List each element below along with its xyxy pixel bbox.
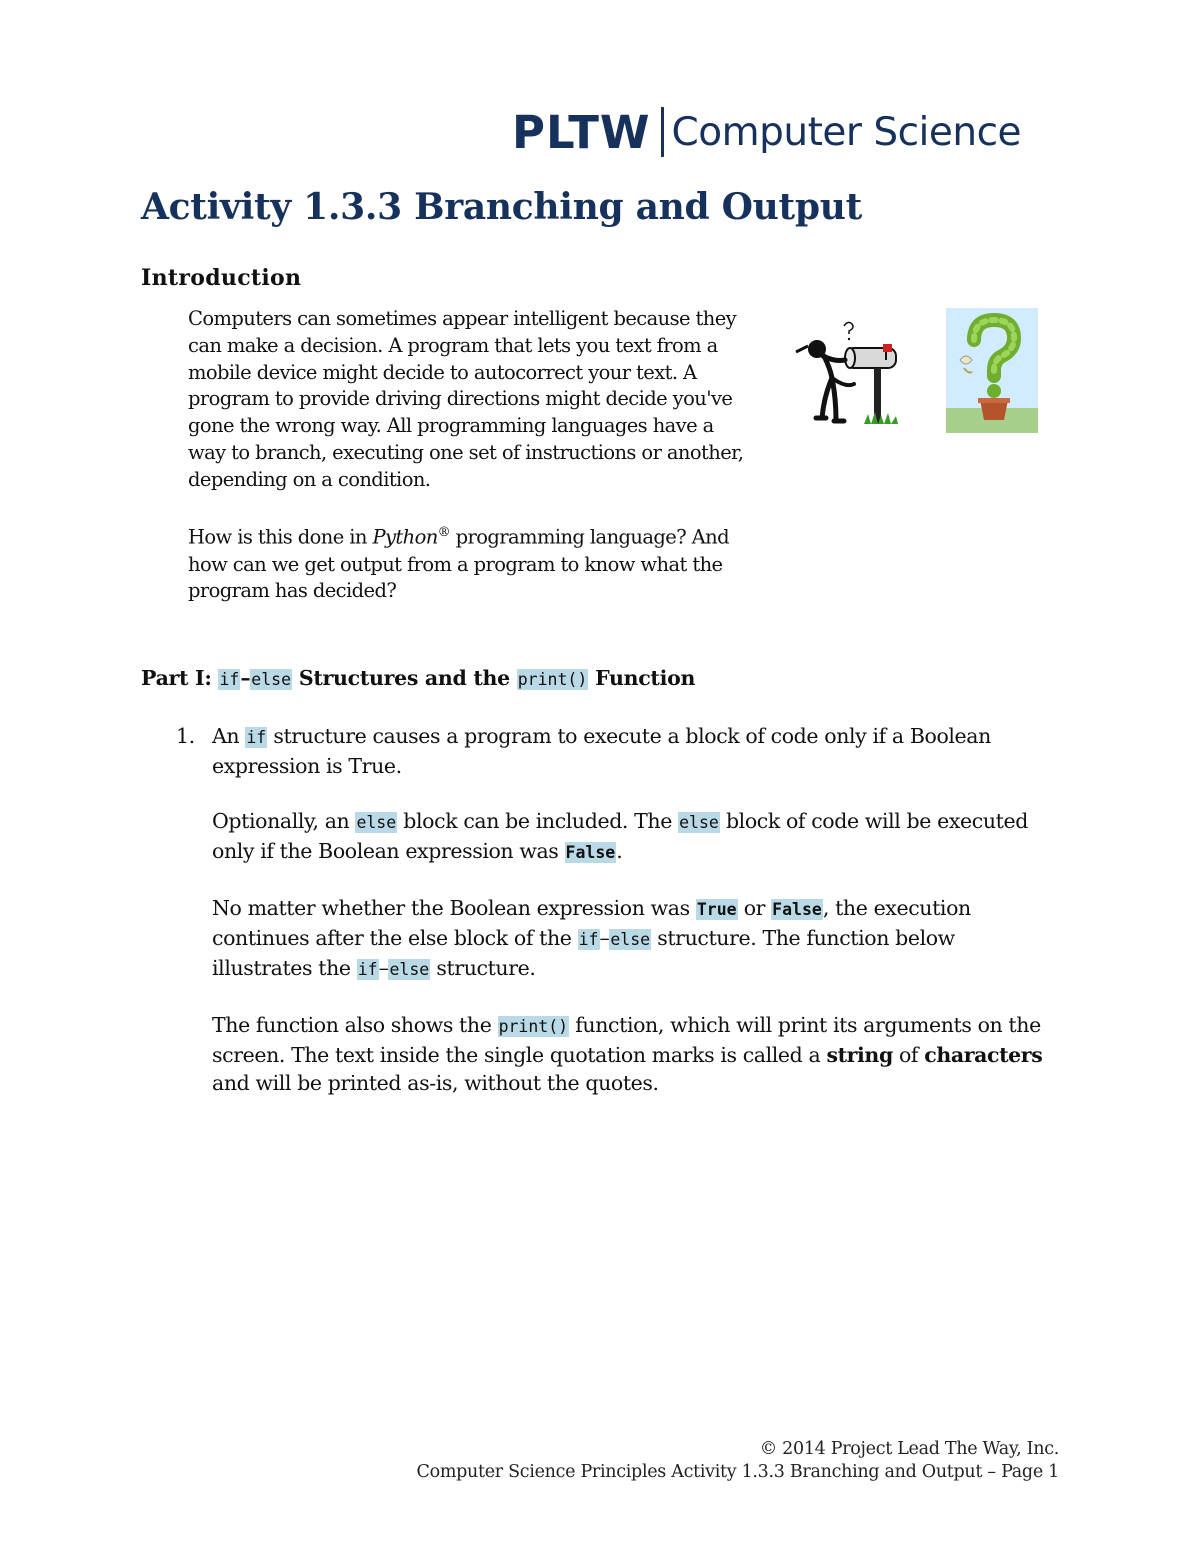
- text: structure.: [430, 956, 536, 980]
- registered-mark: ®: [437, 525, 451, 541]
- mailbox-clipart-icon: [790, 312, 914, 434]
- code-else: else: [679, 813, 719, 832]
- item-paragraph-2: [212, 807, 1056, 867]
- text: structure causes a program to execute a block of code only if a Boolean expression is True.: [212, 724, 991, 778]
- part-1-heading: [141, 666, 695, 690]
- text: or: [737, 896, 772, 920]
- code-else: else: [251, 670, 292, 689]
- page-footer: [417, 1438, 1060, 1484]
- term-string: string: [826, 1043, 893, 1067]
- part-1-label: Part I:: [141, 666, 219, 690]
- code-if: if: [578, 930, 599, 949]
- text: , the execution continues after the else block of the: [212, 896, 971, 950]
- logo-name: Computer Science: [671, 109, 1022, 155]
- logo-mark: PLTW: [512, 105, 651, 159]
- dash: –: [599, 926, 610, 950]
- term-characters: characters: [924, 1043, 1043, 1067]
- code-if: if: [219, 670, 240, 689]
- intro-paragraph-2: [188, 520, 756, 605]
- text: An: [212, 724, 246, 748]
- text: and will be printed as-is, without the quotes.: [212, 1071, 659, 1095]
- question-plant-clipart-icon: [946, 308, 1038, 433]
- code-else: else: [356, 813, 397, 832]
- python-word: Python: [372, 525, 438, 549]
- text: Optionally, an: [212, 809, 356, 833]
- item-paragraph-3: [212, 894, 1056, 984]
- text: No matter whether the Boolean expression was: [212, 896, 696, 920]
- code-if: if: [357, 960, 378, 979]
- list-number: 1.: [176, 724, 195, 748]
- intro-text: [188, 306, 756, 605]
- code-else: else: [389, 960, 430, 979]
- text: structure. The function below illustrates the: [212, 926, 955, 980]
- part-1-text: Structures and the: [292, 666, 517, 690]
- part-1-text-end: Function: [588, 666, 696, 690]
- logo-divider: [661, 107, 664, 157]
- text: The function also shows the: [212, 1013, 498, 1037]
- text: block can be included. The: [397, 809, 679, 833]
- code-print: print(): [517, 670, 588, 689]
- footer-copyright: © 2014 Project Lead The Way, Inc.: [759, 1439, 1059, 1459]
- intro-paragraph-1: Computers can sometimes appear intelligent because they can make a decision. A program that lets you text from a mobile device might decide to autocorrect your text. A program to provide driving directions might decide you've gone the wrong way. All programming languages have a way to branch, executing one set of instructions or another, depending on a condition.: [188, 307, 744, 491]
- list-item-body: [212, 722, 1056, 1097]
- dash: –: [240, 666, 251, 690]
- text: function, which will print its arguments on the screen. The text inside the single quotation marks is called a: [212, 1013, 1041, 1067]
- text: block of code will be executed only if the Boolean expression was: [212, 809, 1028, 863]
- code-false: False: [772, 900, 822, 919]
- code-else: else: [610, 930, 651, 949]
- intro-p2-text: How is this done in: [188, 525, 373, 549]
- item-paragraph-1: [212, 722, 1056, 780]
- numbered-list: [176, 722, 1056, 1097]
- intro-p2-text-end: programming language? And how can we get output from a program to know what the program has decided?: [188, 525, 729, 603]
- pltw-logo: [512, 106, 1021, 158]
- code-false: False: [565, 843, 616, 862]
- text: .: [616, 839, 623, 863]
- code-if: if: [246, 728, 267, 747]
- item-paragraph-4: [212, 1011, 1056, 1097]
- code-print: print(): [498, 1017, 569, 1036]
- dash: –: [378, 956, 389, 980]
- code-true: True: [696, 900, 737, 919]
- footer-course-page: Computer Science Principles Activity 1.3.3 Branching and Output – Page 1: [416, 1462, 1059, 1482]
- intro-heading: Introduction: [141, 265, 302, 291]
- text: of: [892, 1043, 925, 1067]
- page-title: Activity 1.3.3 Branching and Output: [141, 186, 862, 228]
